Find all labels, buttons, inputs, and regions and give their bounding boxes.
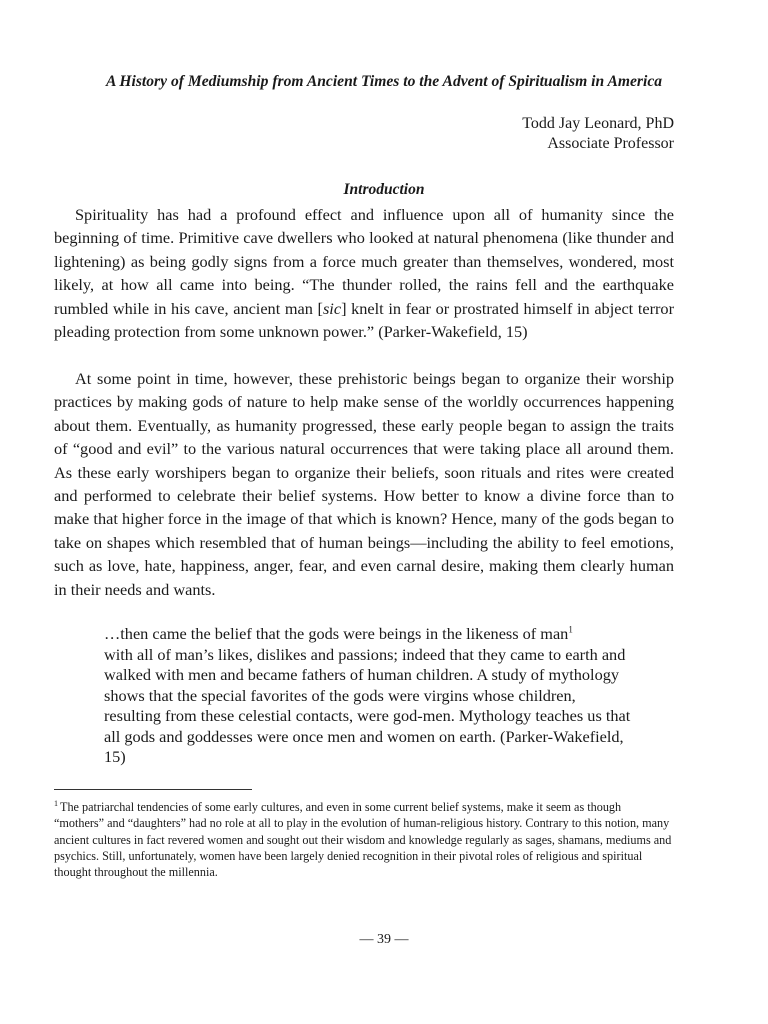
footnote-text: The patriarchal tendencies of some early cultures, and even in some current belief systems, make it seem as though “mothers” and “daughters” had no role at all to play in the evolution of human-religious history. Contrary to this notion, many ancient cultures in fact revered women and sought out their wisdom and knowledge regularly as sages, shamans, mediums and psychics. Still, unfortunately, women have been largely denied recognition in their pivotal roles of religious and spiritual thought throughout the millennia. — [54, 800, 672, 880]
sic-annotation: sic — [322, 298, 342, 318]
block-quote — [104, 624, 632, 768]
block-quote-line-1: …then came the belief that the gods were beings in the likeness of man — [104, 624, 569, 643]
author-block — [522, 114, 674, 154]
footnote-reference[interactable]: 1 — [568, 624, 573, 635]
block-quote-rest: with all of man’s likes, dislikes and passions; indeed that they came to earth and walked with men and became fathers of human children. A study of mythology shows that the special favorites of the gods were virgins whose children, resulting from these celestial contacts, were god-men. Mythology teaches us that all gods and goddesses were once men and women on earth. (Parker-Wakefield, 15) — [104, 644, 631, 766]
author-title: Associate Professor — [547, 135, 674, 152]
footnote-divider — [54, 789, 252, 790]
footnote-number: 1 — [54, 798, 58, 808]
footnote — [54, 799, 674, 880]
paragraph-1-text-a: Spirituality has had a profound effect and influence upon all of humanity since the beginning of time. Primitive cave dwellers who looked at natural phenomena (like thunder and lightening) as being godly signs from a force much greater than themselves, wondered, most likely, at how all came into being. “The thunder rolled, the rains fell and the earthquake rumbled while in his cave, ancient man [ — [54, 205, 674, 318]
author-name: Todd Jay Leonard, PhD — [522, 115, 674, 132]
paragraph-2: At some point in time, however, these prehistoric beings began to organize their worship practices by making gods of nature to help make sense of the worldly occurrences happening about them. Eventually, as humanity progressed, these early people began to assign the traits of “good and evil” to the various natural occurrences that were taking place all around them. As these early worshipers began to organize their beliefs, soon rituals and rites were created and performed to celebrate their belief systems. How better to know a divine force than to make that higher force in the image of that which is known? Hence, many of the gods began to take on shapes which resembled that of human beings—including the ability to feel emotions, such as love, hate, happiness, anger, fear, and even carnal desire, making them clearly human in their needs and wants. — [54, 369, 674, 599]
section-heading: Introduction — [343, 181, 425, 198]
paragraph-1-text-b: ] knelt in fear or prostrated himself in abject terror pleading protection from some unknown power.” (Parker-Wakefield, 15) — [54, 298, 674, 342]
article-title: A History of Mediumship from Ancient Times to the Advent of Spiritualism in America — [105, 73, 663, 90]
paragraph-1 — [54, 203, 674, 343]
page-number: — 39 — — [359, 932, 409, 947]
